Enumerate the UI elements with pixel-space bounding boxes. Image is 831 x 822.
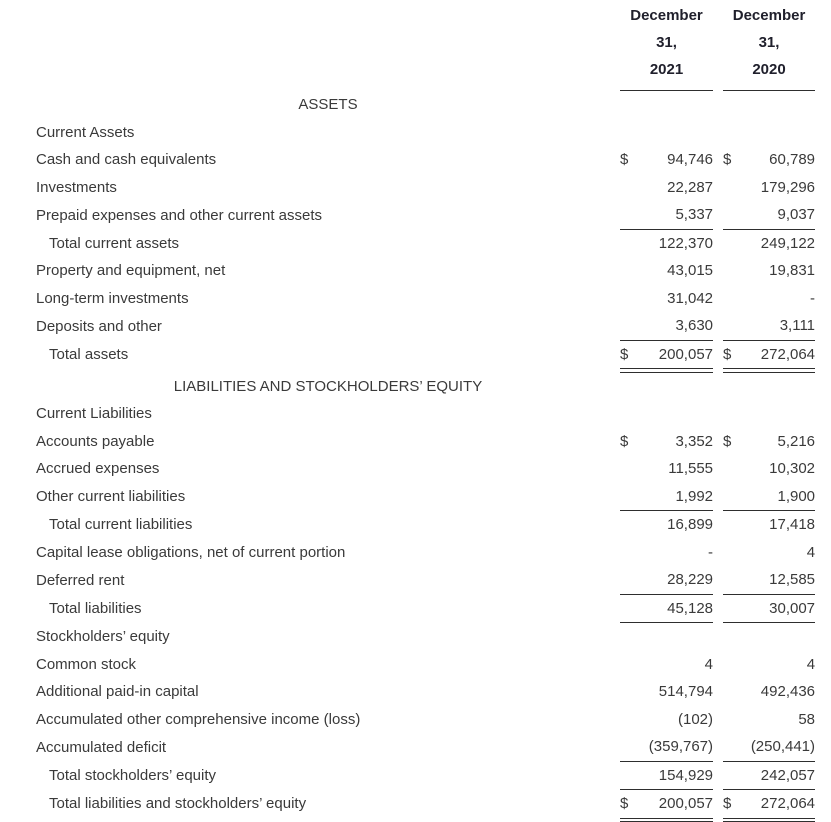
- row-label: Capital lease obligations, net of current portion: [36, 543, 346, 561]
- amount-2021: -: [708, 543, 714, 561]
- amount-2021: 200,057: [640, 340, 713, 369]
- row-label: Property and equipment, net: [36, 262, 226, 280]
- table-row-accumulated-oci: [0, 706, 831, 734]
- row-label: Current Assets: [36, 123, 135, 141]
- table-row-other-current-liabilities: [0, 483, 831, 511]
- row-label: Stockholders’ equity: [36, 628, 170, 645]
- currency-symbol-2021: $: [620, 432, 629, 450]
- section-header-liabilities-equity: [0, 372, 831, 400]
- table-row-prepaid-expenses: [0, 201, 831, 229]
- table-row-property-equipment: [0, 257, 831, 285]
- amount-2021: 3,352: [675, 432, 714, 450]
- amount-2021: 122,370: [658, 234, 714, 252]
- amount-2020: 4: [806, 543, 816, 561]
- table-row-accrued-expenses: [0, 455, 831, 483]
- table-row-total-liabilities: [0, 594, 831, 623]
- table-row-stockholders-equity-heading: [0, 623, 831, 651]
- table-row-additional-paid-in-capital: [0, 678, 831, 706]
- header-gap-spacer: [713, 2, 723, 91]
- row-label: Total liabilities and stockholders’ equity: [49, 795, 307, 813]
- table-row-deferred-rent: [0, 566, 831, 594]
- amount-2021: (359,767): [640, 733, 713, 761]
- row-label: Other current liabilities: [36, 488, 186, 505]
- table-row-total-liabilities-and-equity: [0, 790, 831, 819]
- row-label: Accounts payable: [36, 432, 155, 450]
- column-header-2020-line2: 31,: [758, 34, 780, 51]
- amount-2020: 3,111: [743, 312, 815, 340]
- section-header-assets: [0, 91, 831, 119]
- amount-2020: 58: [798, 710, 816, 728]
- row-label: Total current assets: [49, 234, 180, 252]
- double-rule-2021: [620, 818, 713, 822]
- amount-2020: 10,302: [769, 460, 816, 478]
- amount-2020: 60,789: [769, 151, 816, 169]
- table-row-investments: [0, 174, 831, 202]
- amount-2021: 94,746: [667, 151, 714, 169]
- row-label: Cash and cash equivalents: [36, 151, 217, 169]
- row-label: Deferred rent: [36, 571, 125, 589]
- table-row-accumulated-deficit: [0, 733, 831, 761]
- amount-2021: 4: [704, 655, 714, 673]
- column-header-2021-line3: 2021: [649, 61, 684, 78]
- row-label: Accumulated deficit: [36, 738, 167, 756]
- row-label: Investments: [36, 178, 117, 196]
- amount-2021: 5,337: [640, 201, 713, 229]
- amount-2021: 45,128: [640, 594, 713, 623]
- amount-2020: -: [810, 289, 816, 307]
- row-label: Deposits and other: [36, 317, 162, 335]
- row-label: Prepaid expenses and other current assets: [36, 206, 323, 224]
- currency-symbol-2020: $: [723, 151, 732, 169]
- amount-2020: 1,900: [743, 483, 815, 511]
- table-row-total-stockholders-equity: [0, 761, 831, 790]
- amount-2021: 43,015: [667, 262, 714, 280]
- amount-2020: 9,037: [743, 201, 815, 229]
- column-header-2020: [723, 2, 815, 91]
- column-header-2020-line1: December: [732, 7, 806, 24]
- amount-2020: 249,122: [760, 234, 816, 252]
- currency-symbol-2020: $: [723, 432, 732, 450]
- row-label: Accrued expenses: [36, 460, 160, 478]
- currency-symbol-2020: $: [723, 790, 743, 819]
- table-row-total-current-assets: [0, 229, 831, 257]
- table-row-total-assets: [0, 340, 831, 369]
- row-label: Additional paid-in capital: [36, 683, 199, 701]
- header-right-spacer: [815, 2, 831, 91]
- row-label: Accumulated other comprehensive income (loss): [36, 710, 361, 728]
- amount-2020: 4: [806, 655, 816, 673]
- section-title: ASSETS: [298, 96, 358, 113]
- amount-2020: 179,296: [760, 178, 816, 196]
- row-label: Current Liabilities: [36, 405, 152, 423]
- column-header-2021-line1: December: [630, 7, 703, 24]
- amount-2021: 16,899: [667, 516, 714, 534]
- table-header-row: [0, 2, 831, 91]
- row-label: Long-term investments: [36, 289, 189, 307]
- currency-symbol-2021: $: [620, 151, 629, 169]
- amount-2020: 5,216: [777, 432, 816, 450]
- table-row-cash: [0, 146, 831, 174]
- table-row-long-term-investments: [0, 285, 831, 313]
- row-label: Total assets: [49, 345, 129, 363]
- table-row-accounts-payable: [0, 428, 831, 456]
- currency-symbol-2020: $: [723, 340, 743, 369]
- amount-2020: (250,441): [743, 733, 815, 761]
- amount-2021: 11,555: [668, 460, 714, 478]
- double-rule-spacer: [0, 818, 831, 822]
- column-header-2021-line2: 31,: [656, 34, 677, 51]
- amount-2020: 272,064: [743, 340, 815, 369]
- section-title: LIABILITIES AND STOCKHOLDERS’ EQUITY: [173, 377, 483, 395]
- row-label: Total liabilities: [49, 599, 142, 617]
- row-label: Total stockholders’ equity: [49, 766, 217, 784]
- amount-2020: 242,057: [743, 761, 815, 790]
- column-header-2020-line3: 2020: [752, 61, 786, 78]
- table-row-total-current-liabilities: [0, 511, 831, 539]
- amount-2021: 514,794: [658, 683, 714, 701]
- amount-2020: 30,007: [743, 594, 815, 623]
- amount-2020: 19,831: [769, 262, 816, 280]
- amount-2021: 22,287: [667, 178, 714, 196]
- row-label: Total current liabilities: [49, 516, 193, 533]
- amount-2020: 492,436: [760, 683, 816, 701]
- table-row-common-stock: [0, 651, 831, 679]
- table-row-current-assets-heading: [0, 119, 831, 147]
- header-label-spacer: [0, 2, 620, 91]
- amount-2021: 3,630: [640, 312, 713, 340]
- amount-2021: 154,929: [640, 761, 713, 790]
- double-rule-2020: [723, 818, 815, 822]
- amount-2020: 272,064: [743, 790, 815, 819]
- table-row-capital-lease-obligations: [0, 539, 831, 567]
- column-header-2021: [620, 2, 713, 91]
- amount-2021: 31,042: [667, 289, 714, 307]
- table-row-deposits-and-other: [0, 312, 831, 340]
- amount-2021: 200,057: [640, 790, 713, 819]
- amount-2021: 28,229: [640, 566, 713, 594]
- currency-symbol-2021: $: [620, 340, 640, 369]
- currency-symbol-2021: $: [620, 790, 640, 819]
- amount-2020: 12,585: [743, 566, 815, 594]
- balance-sheet-table: [0, 2, 831, 822]
- amount-2020: 17,418: [769, 516, 816, 534]
- table-row-current-liabilities-heading: [0, 400, 831, 428]
- amount-2021: 1,992: [640, 483, 713, 511]
- row-label: Common stock: [36, 655, 137, 673]
- amount-2021: (102): [677, 710, 714, 728]
